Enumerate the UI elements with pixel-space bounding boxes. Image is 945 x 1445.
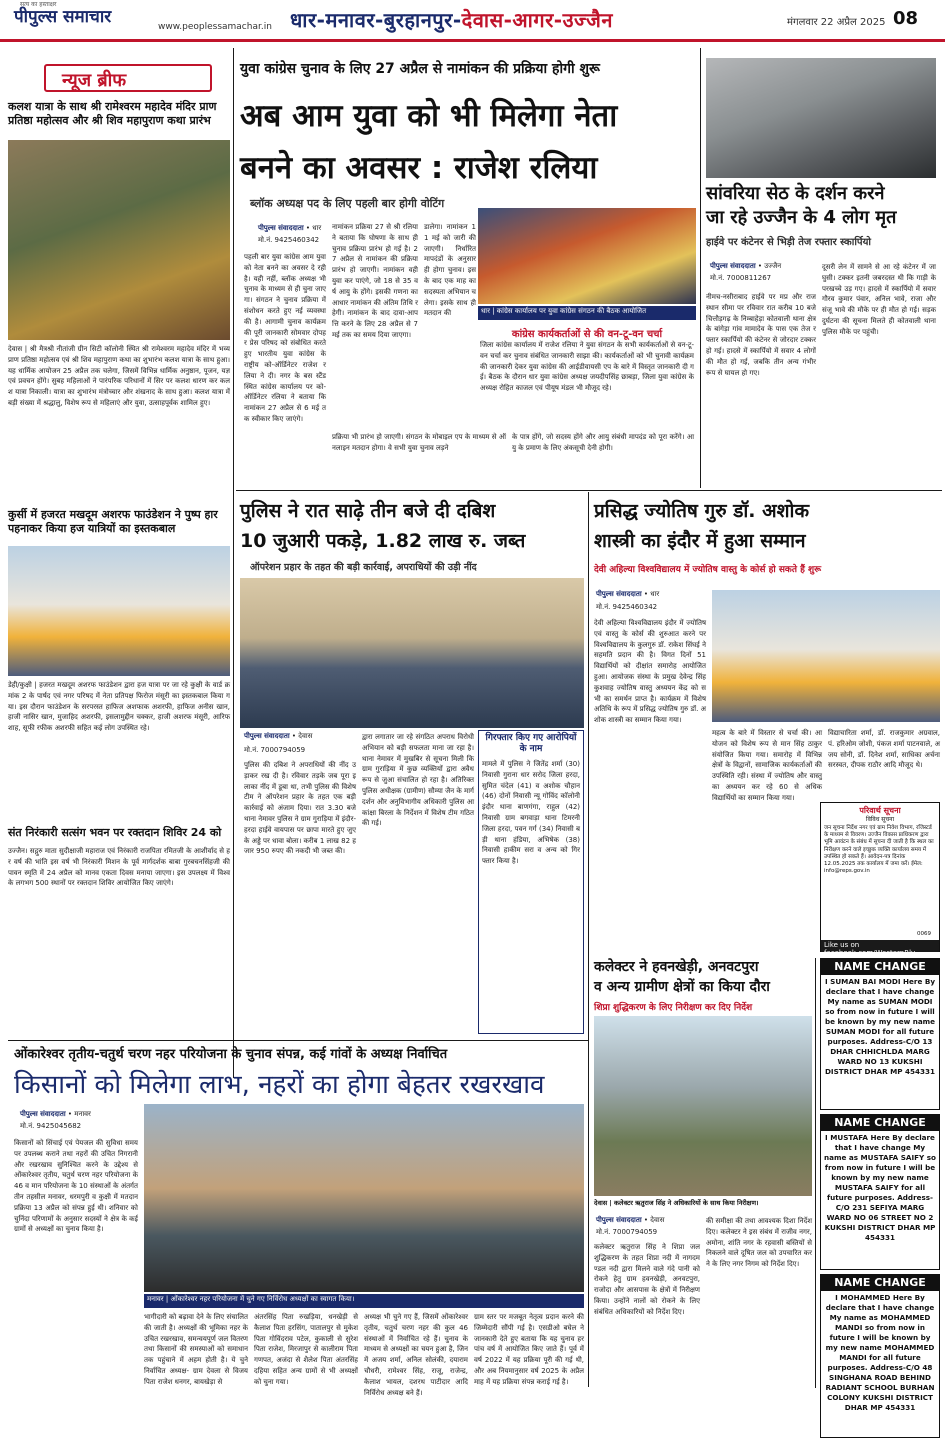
canal-column4: ग्राम स्तर पर मजबूत नेतृत्व प्रदान करने की जिम्मेदारी सौंपी गई है। एसडीओ बघेल ने जानकारी देते हुए बताया कि यह चुनाव हर पांच वर्ष में आयोजित किए जाते हैं। पूर्व में वर्ष 2022 में यह प्रक्रिया पूरी की गई थी, और अब नियमानुसार वर्ष 2025 के अप्रैल माह में यह प्रक्रिया संपन्न कराई गई है। — [474, 1313, 584, 1386]
astro-byline-place: धार — [650, 590, 660, 598]
public-notice-title: परिवार्थ सूचना — [859, 806, 901, 815]
police-byline: पीपुल्स संवाददाता • देवास — [244, 732, 313, 740]
astro-phone: मो.नं. 9425460342 — [596, 603, 658, 611]
astro-names: विद्याचारिता शर्मा, डॉ. राजकुमार अग्रवाल, पं. हरिओम जोशी, पंकज शर्मा पाटनवाले, अजय सोनी, डॉ. दिनेश शर्मा, साधिका अर्चना सरस्वत, दीपक राठौर आदि मौजूद थे। — [828, 729, 940, 770]
accident-column2: दूसरी लेन में सामने से आ रहे कंटेनर में जा घुसी। टक्कर इतनी जबरदस्त थी कि गाड़ी के परखच्चे उड़ गए। हादसे में स्कार्पियो में सवार गौरव कुमार पंवार, अनिल भावे, राजा और संजू भावे की मौके पर ही मौत हो गई। सड़क दुर्घटना की सूचना मिलते ही कोतवाली थाना पुलिस मौके पर पहुंची। — [822, 263, 936, 336]
kalash-yatra-photo — [8, 140, 230, 340]
lead-headline-line1: अब आम युवा को भी मिलेगा नेता — [240, 98, 618, 134]
collector-byline: पीपुल्स संवाददाता • देवास — [596, 1216, 665, 1224]
public-notice-ref: 0069 — [917, 931, 931, 937]
name-change-notice-1 — [820, 958, 940, 1110]
lead-byline-name: पीपुल्स संवाददाता — [258, 224, 304, 232]
canal-byline: पीपुल्स संवाददाता • मनावर — [20, 1110, 91, 1118]
astro-byline: पीपुल्स संवाददाता • धार — [596, 590, 660, 598]
name-change-notice-3 — [820, 1274, 940, 1438]
public-notice-ad — [820, 802, 940, 957]
canal-column0: किसानों को सिंचाई एवं पेयजल की सुविधा समय पर उपलब्ध कराने तथा नहरों की उचित निगरानी और रखरखाव सुनिश्चित करने के उद्देश्य से ओंकारेश्वर तृतीय, चतुर्थ चरण नहर परियोजना के 46 व मान परियोजना के 10 संस्थाओं के अंतर्गत तीन तहसील मनावर, धरमपुरी व कुक्षी में मतदान प्रक्रिया 13 अप्रैल को संपन्न हुई थी। शनिवार को चुनिंदा परिणामों के अनुसार सदस्यों ने क्षेत्र के कई ग्रामों से अध्यक्षों का चुनाव किया है। — [14, 1139, 138, 1234]
accident-car-photo — [706, 58, 936, 178]
accident-headline-line2: जा रहे उज्जैन के 4 लोग मृत — [706, 207, 897, 228]
collector-column1: कलेक्टर ऋतुराज सिंह ने शिप्रा जल शुद्धिकरण के तहत शिप्रा नदी में नागदमण्डल नदी द्वारा मिलने वाले गंदे पानी को रोकने हेतु ग्राम हवनखेड़ी, अनवटपुरा, राजोदा और आसपास के क्षेत्रों में निरीक्षण किया। उन्होंने नालों को रोकने के लिए संबंधित अधिकारियों को निर्देश दिए। — [594, 1243, 700, 1316]
canal-kicker: ओंकारेश्वर तृतीय-चतुर्थ चरण नहर परियोजना के चुनाव संपन्न, कई गांवों के अध्यक्ष निर्वाचित — [14, 1047, 448, 1062]
arrested-gamblers-photo — [240, 578, 584, 728]
page-number: 08 — [893, 8, 919, 29]
lead-kicker: युवा कांग्रेस चुनाव के लिए 27 अप्रैल से नामांकन की प्रक्रिया होगी शुरू — [240, 61, 600, 77]
police-phone: मो.नं. 7000794059 — [244, 746, 306, 754]
accident-headline-line1: सांवरिया सेठ के दर्शन करने — [706, 183, 885, 204]
name-change-1-body: I SUMAN BAI MODI Here By declare that I have change My name as SUMAN MODI so from now in future I will be known by my new name SUMAN MODI for all future purposes. Address-C/O 13 DHAR CHHICHLDA MARG WARD NO 13 KUKSHI DISTRICT DHAR MP 454331 — [824, 977, 936, 1076]
police-column2: द्वारा लगातार जा रहे संगठित अपराध विरोधी अभियान को बड़ी सफलता माना जा रहा है। थाना नेमावर में मुखबिर से सूचना मिली कि ग्राम गुराड़िया में कुछ व्यक्तियों द्वारा अवैध रूप से जुआ संचालित हो रहा है। अतिरिक्त पुलिस अधीक्षक (ग्रामीण) सौम्या जैन के मार्गदर्शन और अनुविभागीय अधिकारी पुलिस आकांक्षा बिरला के निर्देशन में विशेष टीम गठित की गई। — [362, 733, 474, 828]
accident-subheadline: हाईवे पर कंटेनर से भिड़ी तेज रफ्तार स्कार्पियो — [706, 237, 871, 248]
lead-headline-line2: बनने का अवसर : राजेश रलिया — [240, 150, 598, 186]
name-change-3-body: I MOHAMMED Here By declare that I have change My name as MOHAMMED MANDI so from now in future I will be known by my new name MOHAMMED MANDI for all future purposes. Address-C/O 48 SINGHANA ROAD BEHIND RADIANT SCHOOL BURHAN COLONY KUKSHI DISTRICT DHAR MP 454331 — [825, 1293, 935, 1412]
website-url[interactable]: www.peoplessamachar.in — [158, 22, 272, 32]
police-headline-line2: 10 जुआरी पकड़े, 1.82 लाख रु. जब्त — [240, 530, 526, 552]
lead-column4: प्रक्रिया भी प्रारंभ हो जाएगी। संगठन के मोबाइल एप के माध्यम से ऑनलाइन मतदान होगा। वे सभी युवा चुनाव लड़ने — [332, 433, 506, 452]
astro-honor-photo — [712, 590, 940, 722]
brief-item3-body: उज्जैन। सद्गुरु माता सुदीक्षाजी महाराज एवं निरंकारी राजपिता रमितजी के आशीर्वाद से हर वर्ष की भांति इस वर्ष भी निरंकारी मिशन के पूर्व मार्गदर्शक बाबा गुरबचनसिंहजी की पावन स्मृति में 24 अप्रैल को मानव एकता दिवस मनाया जाएगा। इस उपलक्ष्य में विश्व के लगभग 500 स्थानों पर रक्तदान शिविर आयोजित किए जाएंगे। — [8, 847, 230, 888]
hajj-welcome-photo — [8, 546, 230, 676]
police-byline-name: पीपुल्स संवाददाता — [244, 732, 290, 740]
public-notice-body: जन सूचना निर्देश नगर एवं ग्राम निवेश विभाग, रजिस्टर्ड के माध्यम से विवरण। उज्जैन विकास प्राधिकरण द्वारा भूमि आवंटन के संबंध में सूचना दी जाती है कि स्थल का निरीक्षण करने वाले इच्छुक व्यक्ति कार्यालय समय में उपस्थित हो सकते हैं। आवेदन-पत्र दिनांक 12.05.2025 तक कार्यालय में जमा करें। ईमेल: info@reps.gov.in — [824, 825, 934, 875]
edition-title-red: देवास-आगर-उज्जैन — [461, 8, 613, 32]
police-column1: पुलिस की दबिश ने अपराधियों की नींद उड़ाकर रख दी है। रविवार तड़के जब पूरा इलाका नींद में डूबा था, तभी पुलिस की विशेष टीम ने ऑपरेशन प्रहार के तहत एक बड़ी कार्रवाई को अंजाम दिया। रात 3.30 बजे थाना नेमावर पुलिस ने ग्राम गुराड़िया में इंदौर-हरदा हाईवे वायपास पर छापा मारते हुए जुए के अड्डे पर धावा बोला। करीब 1 लाख 82 हजार 950 रुपए की नकदी भी जब्त की। — [244, 761, 356, 856]
astro-headline-line1: प्रसिद्ध ज्योतिष गुरु डॉ. अशोक — [594, 500, 810, 522]
lead-column2: नामांकन प्रक्रिया 27 से श्री रलिया ने बताया कि घोषणा के साथ ही चुनाव प्रक्रिया प्रारंभ हो गई है। 27 अप्रैल से नामांकन की प्रक्रिया प्रारंभ हो जाएगी। नामांकन वही युवा कर पाएंगे, जो 18 से 35 वर्ष आयु के होंगे। इसकी गणना का आधार नामांकन की अंतिम तिथि रहेगी। नामांकन के बाद दावा-आपत्ति करने के लिए 28 अप्रैल से 7 मई तक का समय दिया जाएगा। — [332, 223, 418, 339]
newspaper-logo: पीपुल्स समाचार — [14, 7, 112, 27]
lead-column1: पहली बार युवा कांग्रेस आम युवा को नेता बनने का अवसर दे रही है। यही नहीं, ब्लॉक अध्यक्ष भी चुनाव के माध्यम से ही चुना जाएगा। संगठन ने चुनाव प्रक्रिया में संशोधन करते हुए नई व्यवस्था की है। आगामी चुनाव कार्यक्रम की पूरी जानकारी सोमवार दोपहर प्रेस परिषद को संबोधित करते हुए भारतीय युवा कांग्रेस के राष्ट्रीय को-ऑर्डिनेटर राजेश रलिया ने दी। नगर के बस स्टैंड स्थित कांग्रेस कार्यालय पर को-ऑर्डिनेटर रलिया ने बताया कि नामांकन 27 अप्रैल से 6 मई तक स्वीकार किए जाएंगे। — [244, 253, 326, 423]
name-change-3-heading: NAME CHANGE — [821, 1275, 939, 1291]
lead-column3: डालेगा। नामांकन 11 मई को जारी की जाएगी। निर्धारित मापदंडों के अनुसार ही होगा चुनाव। इसके बाद एक माह का सदस्यता अभियान चलेगा। इसके साथ ही मतदान की — [424, 223, 476, 318]
accused-box-headline: गिरफ्तार किए गए आरोपियों के नाम — [485, 733, 577, 754]
brief-item2-body: डेही/कुक्षी | हजरत मखदूम अशरफ फाउंडेशन द्वारा हज यात्रा पर जा रहे कुक्षी के वार्ड क्रमांक 2 के पार्षद एवं नगर परिषद में नेता प्रतिपक्ष फिरोज मंसूरी का इस्तकबाल किया गया। इस दौरान फाउंडेशन के सरपरस्त हाफिज अशफाक अशरफी, हाफिज अनीस खान, हाजी नासिर खान, मुजाहिद अशरफी, इसलामुद्दीन चक्कर, हाजी अशरफ मंसूरी, आरिफ शाह, सूफी रफीक अशरफी सहित कई लोग उपस्थित रहे। — [8, 681, 230, 733]
logo-tagline: सत्य का हस्ताक्षर — [20, 1, 57, 8]
edition-title-blue: धार-मनावर-बुरहानपुर- — [290, 8, 462, 32]
astro-column1: देवी अहिल्या विश्वविद्यालय इंदौर में ज्योतिष एवं वास्तु के कोर्स की शुरुआत करने पर विश्वविद्यालय के कुलगुरु डॉ. राकेश सिंघई ने सहमति प्रदान की है। विगत दिनों 51 विद्यार्थियों को दीक्षांत समारोह आयोजित हुआ। आयोजक संस्था के प्रमुख देवेन्द्र सिंह कुशवाह ज्योतिष वास्तु अध्ययन केंद्र को सभी का समर्थन प्राप्त है। कार्यक्रम में विशेष अतिथि के रूप में प्रसिद्ध ज्योतिष गुरु डॉ. अशोक शास्त्री का सम्मान किया गया। — [594, 619, 706, 725]
collector-photo-caption: देवास | कलेक्टर ऋतुराज सिंह ने अधिकारियों के साथ किया निरीक्षण। — [594, 1199, 759, 1207]
astro-column2: महत्व के बारे में विस्तार से चर्चा की। आयोजन को विशेष रूप से मान सिंह ठाकुर संयोजित किया गया। समारोह में विभिन्न क्षेत्रों के विद्वानों, सामाजिक कार्यकर्ताओं की उपस्थिति रही। संस्था में ज्योतिष और वास्तु का अध्ययन कर रहे 60 से अधिक विद्यार्थियों का सम्मान किया गया। — [712, 729, 822, 802]
accused-box-body: मामले में पुलिस ने जितेंद्र शर्मा (30) निवासी गुराना धार सरोद जिला हरदा, सुमित चंदेल (41) व अशोक चौहान (46) दोनों निवासी न्यू गोविंद कॉलोनी इंदौर थाना बाणगंगा, राहुल (42) निवासी ग्राम बगवाड़ा थाना टिमरनी जिला हरदा, पवन गर्ग (34) निवासी बड़ी थाना हंडिया, अभिषेक (38) निवासी हाकीम सरा व अन्य को गिरफ्तार किया है। — [482, 760, 580, 866]
canal-byline-name: पीपुल्स संवाददाता — [20, 1110, 66, 1118]
name-change-2-body: I MUSTAFA Here By declare that I have change My name as MUSTAFA SAIFY so from now in future I will be known by my new name MUSTAFA SAIFY for all future purposes. Address-C/O 231 SEFIYA MARG WARD NO 06 STREET NO 2 KUKSHI DISTRICT DHAR MP 454331 — [824, 1133, 936, 1242]
facebook-handle: facebook.com/WesternRly — [824, 949, 916, 957]
canal-phone: मो.नं. 9425045682 — [20, 1122, 82, 1130]
lead-byline-place: धार — [312, 224, 322, 232]
brief-item1-headline: कलश यात्रा के साथ श्री रामेश्वरम महादेव मंदिर प्राण प्रतिष्ठा महोत्सव और श्री शिव महापुराण कथा प्रारंभ — [8, 100, 217, 127]
column-divider — [700, 48, 701, 488]
collector-headline-line2: व अन्य ग्रामीण क्षेत्रों का किया दौरा — [594, 979, 770, 995]
collector-headline-line1: कलेक्टर ने हवनखेड़ी, अनवटपुरा — [594, 959, 759, 975]
news-brief-title: न्यूज ब्रीफ — [62, 70, 127, 91]
youth-congress-photo — [478, 208, 696, 304]
lead-sidebar-headline: कांग्रेस कार्यकर्ताओं से की वन-टू-वन चर्चा — [511, 329, 663, 340]
issue-date: मंगलवार 22 अप्रैल 2025 — [787, 17, 886, 28]
lead-sidebar-body: जिला कांग्रेस कार्यालय में राजेश रलिया ने युवा संगठन के सभी कार्यकर्ताओं से वन-टू-वन चर्चा कर चुनाव संबंधित जानकारी साझा की। कार्यकर्ताओं को भी चुनावी कार्यक्रम की जानकारी देकर युवा कांग्रेस की आईडीवायसी एप के बारे में विस्तृत जानकारी दी गई। बैठक के दौरान धार युवा कांग्रेस अध्यक्ष जयदीपसिंह छाबड़ा, जिला युवा कांग्रेस के अध्यक्ष रोहित काजल एवं पीयूष मंडल भी मौजूद रहे। — [480, 341, 694, 393]
column-divider — [815, 958, 816, 1388]
canal-presidents-photo — [144, 1104, 584, 1292]
facebook-banner[interactable] — [821, 940, 939, 957]
collector-byline-name: पीपुल्स संवाददाता — [596, 1216, 642, 1224]
column-divider — [233, 48, 234, 1078]
name-change-notice-2 — [820, 1114, 940, 1270]
lead-byline: पीपुल्स संवाददाता • धार — [258, 224, 322, 232]
accident-byline: पीपुल्स संवाददाता • उज्जैन — [710, 262, 782, 270]
lead-column5: के पात्र होंगे, जो सदस्य होंगे और आयु संबंधी मापदंड को पूरा करेंगे। आयु के प्रमाण के लिए अंकसूची देनी होगी। — [512, 433, 694, 452]
police-byline-place: देवास — [298, 732, 313, 740]
canal-byline-place: मनावर — [74, 1110, 91, 1118]
collector-inspection-photo — [594, 1016, 812, 1196]
accident-phone: मो.नं. 7000811267 — [710, 274, 772, 282]
column-divider — [588, 492, 589, 1387]
collector-column2: की समीक्षा की तथा आवश्यक दिशा निर्देश दिए। कलेक्टर ने इस संबंध में राजीव नगर, अमोना, शांति नगर के रहवासी बस्तियों से निकलने वाले दूषित जल को उपचारित करने के लिए नगर निगम को निर्देश दिए। — [706, 1217, 812, 1269]
edition-title — [290, 6, 613, 33]
public-notice-sub: विविध सूचना — [865, 816, 895, 823]
astro-byline-name: पीपुल्स संवाददाता — [596, 590, 642, 598]
canal-column1: भागीदारी को बढ़ावा देने के लिए संचालित की जाती है। अध्यक्षों की भूमिका नहर के उचित रखरखाव, समन्वयपूर्ण जल वितरण तथा किसानों की समस्याओं को समाधान तक पहुंचाने में अहम होती है। ये चुने निर्वाचित अध्यक्ष- ग्राम देवला से विजय पिता राजेश धनगर, बायखेड़ा से — [144, 1313, 248, 1386]
police-headline-line1: पुलिस ने रात साढ़े तीन बजे दी दबिश — [240, 500, 496, 522]
brief-item3-headline: संत निरंकारी सत्संग भवन पर रक्तदान शिविर 24 को — [8, 826, 222, 839]
accident-byline-name: पीपुल्स संवाददाता — [710, 262, 756, 270]
canal-headline: किसानों को मिलेगा लाभ, नहरों का होगा बेहतर रखरखाव — [14, 1070, 545, 1100]
collector-phone: मो.नं. 7000794059 — [596, 1228, 658, 1236]
canal-photo-caption: मनावर | ओंकारेश्वर नहर परियोजना में चुने गए निर्विरोध अध्यक्षों का स्वागत किया। — [144, 1294, 584, 1308]
name-change-1-heading: NAME CHANGE — [821, 959, 939, 975]
astro-subheadline: देवी अहिल्या विश्वविद्यालय में ज्योतिष वास्तु के कोर्स हो सकते हैं शुरू — [594, 565, 822, 575]
section-divider — [8, 1040, 588, 1041]
canal-column2: अंतरसिंह पिता रुखड़िया, धनखेड़ी से कैलाश पिता हरसिंग, पातालपुर से मुकेश पिता गोविंदराव पटेल, कुकाली से सुरेश पिता राजेश, मिरजापुर से कालीराम पिता गणपत, अजंदा से शैलेश पिता अंतरसिंह दहिया सहित अन्य ग्रामों से भी अध्यक्षों को चुना गया। — [254, 1313, 358, 1386]
collector-subheadline: शिप्रा शुद्धिकरण के लिए निरीक्षण कर दिए निर्देश — [594, 1003, 753, 1013]
lead-subheadline: ब्लॉक अध्यक्ष पद के लिए पहली बार होगी वोटिंग — [250, 197, 445, 210]
section-divider — [236, 490, 942, 491]
masthead — [0, 0, 945, 42]
astro-headline-line2: शास्त्री का इंदौर में हुआ सम्मान — [594, 530, 806, 552]
accused-names-box — [478, 730, 584, 1034]
facebook-like-label: Like us on — [824, 941, 860, 949]
lead-photo-caption: धार | कांग्रेस कार्यालय पर युवा कांग्रेस संगठन की बैठक आयोजित — [478, 306, 696, 320]
accident-byline-place: उज्जैन — [764, 262, 782, 270]
name-change-2-heading: NAME CHANGE — [821, 1115, 939, 1131]
lead-phone: मो.नं. 9425460342 — [258, 236, 320, 244]
canal-column3: अध्यक्ष भी चुने गए हैं, जिसमें ओंकारेश्वर तृतीय, चतुर्थ चरण नहर की कुल 46 संस्थाओं में निर्वाचित रहे हैं। चुनाव के माध्यम से अध्यक्षों का चयन हुआ है, जिनमें अजय शर्मा, अनिल सोलंकी, दयाराम चौधरी, रामेश्वर सिंह, राजू, राजेन्द्र, कैलाश भायल, दशरथ पाटीदार आदि निर्विरोध अध्यक्ष बने हैं। — [364, 1313, 468, 1397]
accident-column1: नीमच-नसीराबाद हाईवे पर मप्र और राजस्थान सीमा पर रविवार रात करीब 10 बजे चित्तौड़गढ़ के निम्बाहेड़ा कोतवाली थाना क्षेत्र के बांगेड़ा गांव मामादेव के पास एक तेज रफ्तार स्कार्पियो की कंटेनर से जोरदार टक्कर हो गई। हादसे में स्कार्पियो में सवार 4 लोगों की मौत हो गई, जबकि तीन अन्य गंभीर रूप से घायल हो गए। — [706, 293, 816, 377]
brief-item1-body: देवास | श्री मैत्रश्री नीतांजी ग्रीन सिटी कॉलोनी स्थित श्री रामेश्वरम महादेव मंदिर में भव्य प्राण प्रतिष्ठा महोत्सव एवं श्री शिव महापुराण कथा का शुभारंभ कलश यात्रा के साथ हुआ। यह धार्मिक आयोजन 25 अप्रैल तक चलेगा, जिसमें विभिन्न धार्मिक अनुष्ठान, पूजन, यज्ञ एवं प्रवचन होंगे। सुबह महिलाओं ने पारंपरिक परिधानों में सिर पर कलश धारण कर कलश यात्रा निकाली। यात्रा का शुभारंभ मंत्रोच्चार और शंखनाद के साथ हुआ। कलश यात्रा में बड़ी संख्या में श्रद्धालु, विशेष रूप से महिलाएं और युवा, उत्साहपूर्वक शामिल हुए। — [8, 345, 230, 407]
police-subheadline: ऑपरेशन प्रहार के तहत की बड़ी कार्रवाई, अपराधियों की उड़ी नींद — [250, 562, 477, 573]
brief-item2-headline: कुर्सी में हजरत मखदूम अशरफ फाउंडेशन ने पुष्प हार पहनाकर किया हज यात्रियों का इस्तकबाल — [8, 508, 218, 535]
collector-byline-place: देवास — [650, 1216, 665, 1224]
